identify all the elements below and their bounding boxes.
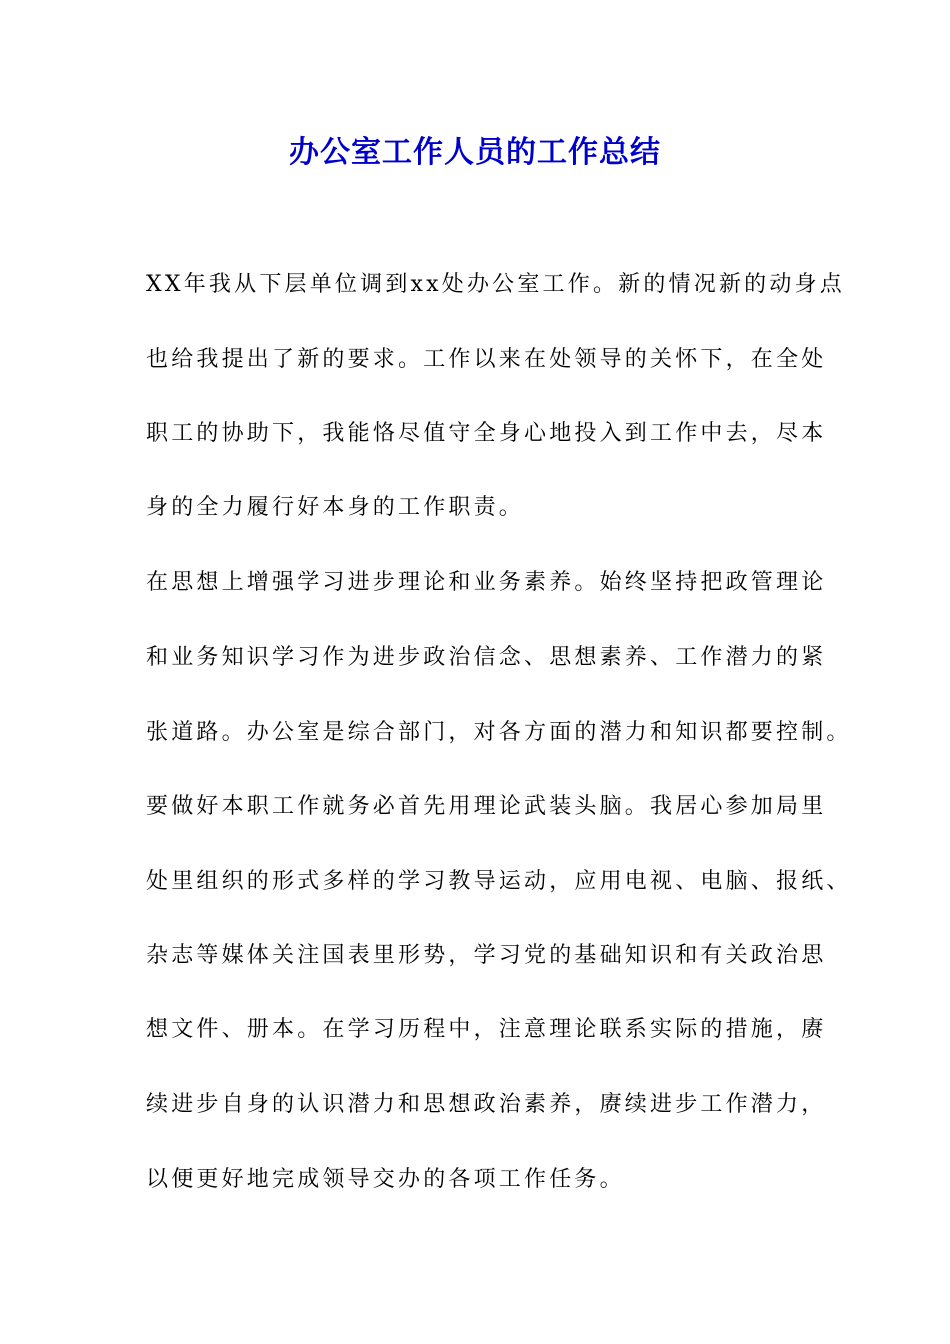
paragraph-line: 续进步自身的认识潜力和思想政治素养，赓续进步工作潜力， <box>146 1092 827 1117</box>
paragraph-line: 职工的协助下，我能恪尽值守全身心地投入到工作中去，尽本 <box>146 421 827 446</box>
paragraph-line: 身的全力履行好本身的工作职责。 <box>146 495 525 520</box>
paragraph-line: 和业务知识学习作为进步政治信念、思想素养、工作潜力的紧 <box>146 645 827 670</box>
document-title: 办公室工作人员的工作总结 <box>289 135 661 170</box>
paragraph-line: 也给我提出了新的要求。工作以来在处领导的关怀下，在全处 <box>146 347 827 372</box>
paragraph-line: 张道路。办公室是综合部门，对各方面的潜力和知识都要控制。 <box>146 720 852 745</box>
paragraph-line: XX年我从下层单位调到xx处办公室工作。新的情况新的动身点 <box>146 272 845 297</box>
paragraph-line: 处里组织的形式多样的学习教导运动，应用电视、电脑、报纸、 <box>146 869 852 894</box>
paragraph-line: 在思想上增强学习进步理论和业务素养。始终坚持把政管理论 <box>146 570 827 595</box>
paragraph-line: 以便更好地完成领导交办的各项工作任务。 <box>146 1167 625 1192</box>
paragraph-line: 想文件、册本。在学习历程中，注意理论联系实际的措施，赓 <box>146 1017 827 1042</box>
paragraph-line: 杂志等媒体关注国表里形势，学习党的基础知识和有关政治思 <box>146 943 827 968</box>
paragraph-line: 要做好本职工作就务必首先用理论武装头脑。我居心参加局里 <box>146 794 827 819</box>
